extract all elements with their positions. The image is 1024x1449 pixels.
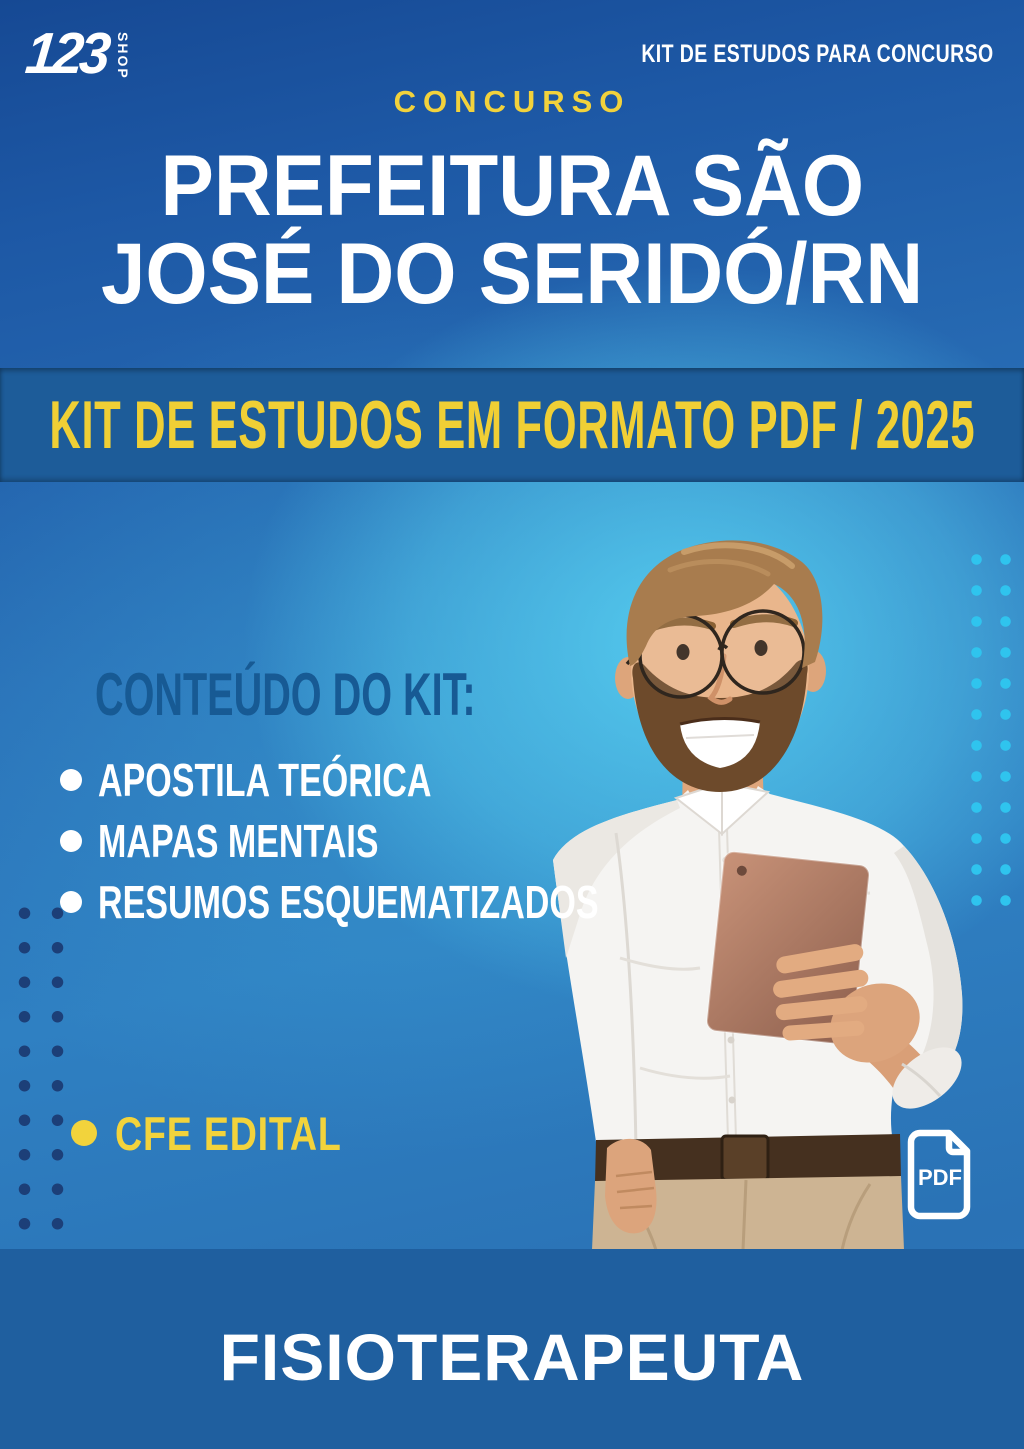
kit-highlight-label: CFE EDITAL: [115, 1106, 342, 1160]
pdf-icon: [903, 1128, 979, 1220]
kit-heading-text: CONTEÚDO DO KIT:: [95, 661, 476, 728]
list-item: [60, 754, 774, 806]
bullet-dot-icon: [60, 891, 82, 913]
dot-grid-left: [8, 896, 74, 1242]
title-line-2: JOSÉ DO SERIDÓ/RN: [100, 226, 924, 322]
kit-highlight-item: [71, 1108, 398, 1158]
top-tagline-text: KIT DE ESTUDOS PARA CONCURSO: [641, 40, 994, 68]
kit-item-label: RESUMOS ESQUEMATIZADOS: [98, 876, 599, 928]
list-item: [60, 876, 774, 928]
logo-shop-label: SHOP: [114, 32, 131, 80]
top-tagline: [542, 40, 994, 69]
job-role-title: FISIOTERAPEUTA: [219, 1320, 805, 1394]
logo-123shop: [22, 21, 131, 86]
bullet-dot-icon: [60, 830, 82, 852]
logo-number: 123: [22, 21, 111, 86]
footer-band: [0, 1249, 1024, 1449]
kit-list: [60, 754, 774, 940]
page-title: [0, 138, 1024, 322]
title-line-1: PREFEITURA SÃO: [160, 138, 864, 234]
pdf-icon-label: PDF: [918, 1165, 962, 1190]
kit-item-label: APOSTILA TEÓRICA: [98, 754, 432, 806]
format-banner-text: KIT DE ESTUDOS EM FORMATO PDF / 2025: [49, 387, 975, 463]
list-item: [60, 815, 774, 867]
kicker-concurso: CONCURSO: [393, 84, 631, 119]
kit-heading: [95, 660, 672, 729]
kit-item-label: MAPAS MENTAIS: [98, 815, 379, 867]
bullet-dot-icon: [71, 1120, 97, 1146]
bullet-dot-icon: [60, 769, 82, 791]
format-banner: [0, 368, 1024, 482]
